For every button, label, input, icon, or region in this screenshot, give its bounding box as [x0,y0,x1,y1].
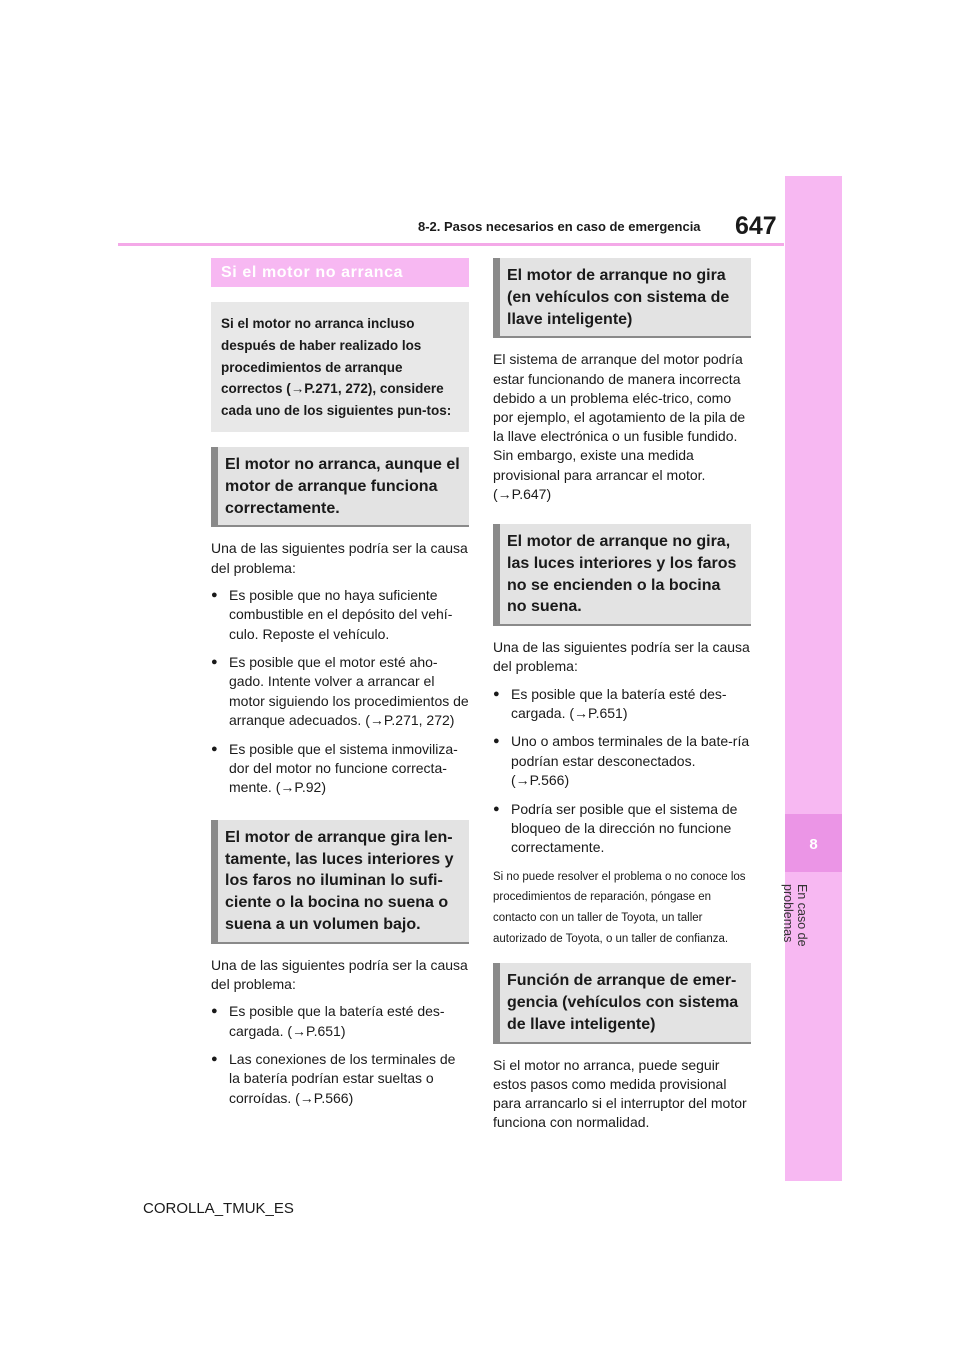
paragraph: Una de las siguientes podría ser la causa del problema: [211,956,468,993]
list-item: ● Podría ser posible que el sistema de bloqueo de la dirección no funcione correctamente. [493,800,751,858]
header-rule [118,243,784,246]
list-item: ● Es posible que el motor esté aho-gado. Intente volver a arrancar el motor siguiendo los procedimientos de arranque adecuados. (→P.271, 272) [211,653,469,731]
paragraph: Una de las siguientes podría ser la causa del problema: [493,639,750,675]
paragraph: El sistema de arranque del motor podría estar funcionando de manera incorrecta debido a un problema eléc-trico, como por ejemplo, el agotamiento de la pila de la llave electrónica o un fusible fundido. Sin embargo, existe una medida provisional para arrancar el motor. (→P.647) [493,351,746,502]
right-column [493,258,751,1140]
list-item: ● Es posible que no haya suficiente combustible en el depósito del vehí-culo. Reposte el vehículo. [211,586,469,644]
list-item: ● Es posible que el sistema inmoviliza-dor del motor no funcione correcta-mente. (→P.92) [211,740,469,798]
heading-no-gira-llave: El motor de arranque no gira (en vehículos con sistema de llave inteligente) [493,258,751,338]
list-item: ● Las conexiones de los terminales de la batería podrían estar sueltas o corroídas. (→P.566) [211,1050,469,1108]
bullet-list [211,586,469,798]
side-tab-number [785,814,842,872]
page-number: 647 [735,212,777,240]
list-item: ● Uno o ambos terminales de la bate-ría podrían estar desconectados. (→P.566) [493,732,751,790]
paragraph: Si el motor no arranca, puede seguir estos pasos como medida provisional para arrancarlo si el interruptor del motor funciona con normalidad. [493,1056,747,1131]
left-column [211,258,469,1117]
main-title: Si el motor no arranca [211,258,469,287]
bullet-list [493,685,751,858]
footer-code: COROLLA_TMUK_ES [143,1200,294,1217]
heading-arranque-emergencia: Función de arranque de emer-gencia (vehículos con sistema de llave inteligente) [493,963,751,1043]
section-header: 8-2. Pasos necesarios en caso de emergencia [418,219,701,234]
chapter-number: 8 [809,836,818,853]
heading-no-arranca: El motor no arranca, aunque el motor de arranque funciona correctamente. [211,447,469,527]
heading-no-gira-luces: El motor de arranque no gira, las luces interiores y los faros no se encienden o la bocina no suena. [493,524,751,626]
small-note: Si no puede resolver el problema o no conoce los procedimientos de reparación, póngase en contacto con un taller de Toyota, un taller autorizado de Toyota, o un taller de confianza. [493,870,746,945]
paragraph: Una de las siguientes podría ser la causa del problema: [211,540,468,576]
list-item: ● Es posible que la batería esté des-cargada. (→P.651) [493,685,751,724]
intro-note: Si el motor no arranca incluso después de haber realizado los procedimientos de arranque correctos (→P.271, 272), considere cada uno de los siguientes pun-tos: [211,302,469,432]
list-item: ● Es posible que la batería esté des-cargada. (→P.651) [211,1002,469,1041]
bullet-list [211,1002,469,1108]
side-tab-label: En caso de problemas [781,884,809,947]
heading-gira-lentamente: El motor de arranque gira len-tamente, las luces interiores y los faros no iluminan lo sufi-ciente o la bocina no suena o suena a un volumen bajo. [211,820,469,944]
side-tab [781,176,842,1181]
